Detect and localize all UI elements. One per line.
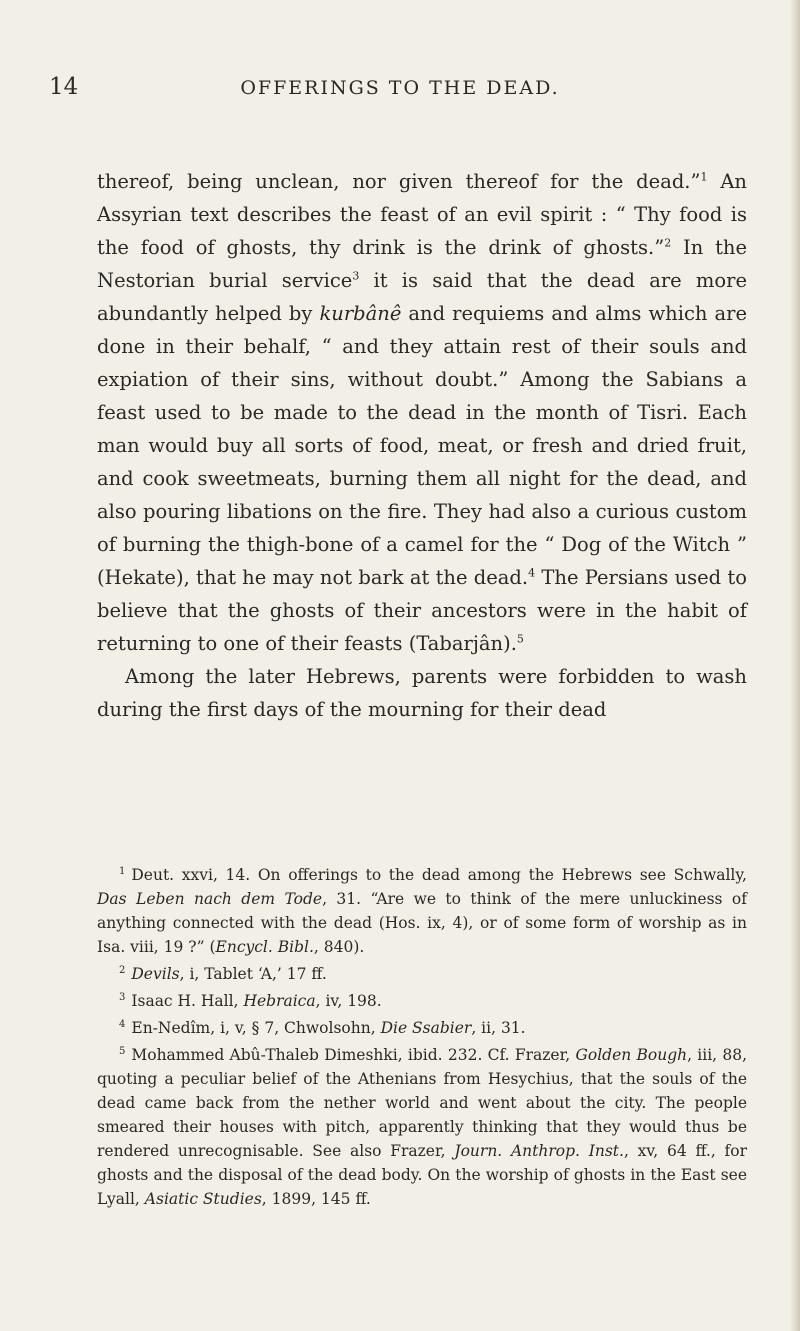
footnote-text: , 1899, 145 ff.	[261, 1190, 371, 1208]
footnote-title: Journ. Anthrop. Inst.	[454, 1142, 624, 1160]
footnote-number: 4	[119, 1019, 126, 1030]
footnote-title: Das Leben nach dem Tode	[97, 890, 323, 908]
footnote-ref: 1	[700, 170, 708, 184]
footnotes	[97, 860, 747, 1211]
italic-term: kurbânê	[319, 302, 402, 325]
footnote-number: 1	[119, 866, 126, 877]
footnote-title: Encycl. Bibl.	[215, 938, 314, 956]
footnote-number: 2	[119, 965, 126, 976]
paragraph: Among the later Hebrews, parents were forbidden to wash during the first days of the mourning for their dead	[97, 665, 747, 721]
main-text	[97, 165, 747, 726]
footnote	[97, 986, 747, 1013]
footnote-title: Golden Bough	[575, 1046, 688, 1064]
footnote	[97, 860, 747, 959]
footnote-ref: 3	[352, 269, 360, 283]
footnote-text: Deut. xxvi, 14. On offerings to the dead among the Hebrews see Schwally,	[131, 866, 747, 884]
text-run: and requiems and alms which are done in their behalf, “ and they attain rest of their souls and expiation of their sins, without doubt.” Among the Sabians a feast used to be made to the dead in the month of Tisri. Each man would buy all sorts of food, meat, or fresh and dried fruit, and cook sweetmeats, burning them all night for the dead, and also pouring libations on the fire. They had also a curious custom of burning the thigh-bone of a camel for the “ Dog of the Witch ” (Hekate), that he may not bark at the dead.	[97, 302, 747, 589]
footnote-text: En-Nedîm, i, v, § 7, Chwolsohn,	[131, 1019, 381, 1037]
page-number: 14	[49, 74, 79, 100]
footnote-text: , i, Tablet ‘A,’ 17 ff.	[179, 965, 327, 983]
footnote-text: , 840).	[313, 938, 365, 956]
footnote-text: , ii, 31.	[471, 1019, 526, 1037]
footnote-text: , iv, 198.	[315, 992, 382, 1010]
footnote-text: , xv, 64 ff., for ghosts and the disposal of the dead body. On the worship of ghosts in the East see Lyall,	[97, 1142, 747, 1208]
text-run: The Persians used to believe that the ghosts of their ancestors were in the habit of returning to one of their feasts (Tabarjân).	[97, 566, 748, 655]
footnote-ref: 2	[664, 236, 672, 250]
footnote-title: Devils	[131, 965, 180, 983]
footnote-ref: 5	[516, 632, 524, 646]
page-edge-shadow	[790, 0, 800, 1331]
footnote	[97, 1040, 747, 1211]
footnote-title: Asiatic Studies	[144, 1190, 262, 1208]
text-run: An Assyrian text describes the feast of an evil spirit : “ Thy food is the food of ghosts, thy drink is the drink of ghosts.”	[97, 170, 747, 259]
text-run: it is said that the dead are more abundantly helped by	[97, 269, 747, 325]
text-run: thereof, being unclean, nor given thereof for the dead.”	[97, 170, 701, 193]
footnote-title: Die Ssabier	[380, 1019, 472, 1037]
footnote-title: Hebraica	[243, 992, 316, 1010]
footnote-number: 3	[119, 992, 126, 1003]
footnote-text: , 31. “Are we to think of the mere unluckiness of anything connected with the dead (Hos. ix, 4), or of some form of worship as in Isa. viii, 19 ?” (	[97, 890, 747, 956]
paragraph	[97, 165, 747, 660]
footnote-number: 5	[119, 1046, 126, 1057]
footnote	[97, 959, 747, 986]
footnote-text: Mohammed Abû-Thaleb Dimeshki, ibid. 232. Cf. Frazer,	[131, 1046, 576, 1064]
footnote-ref: 4	[528, 566, 536, 580]
text-run: In the Nestorian burial service	[97, 236, 748, 292]
running-title: OFFERINGS TO THE DEAD.	[240, 77, 560, 99]
footnote	[97, 1013, 747, 1040]
footnote-text: Isaac H. Hall,	[131, 992, 244, 1010]
footnote-text: , iii, 88, quoting a peculiar belief of the Athenians from Hesychius, that the souls of the dead came back from the nether world and went about the city. The people smeared their houses with pitch, apparently thinking that they would thus be rendered unrecognisable. See also Frazer,	[97, 1046, 747, 1160]
